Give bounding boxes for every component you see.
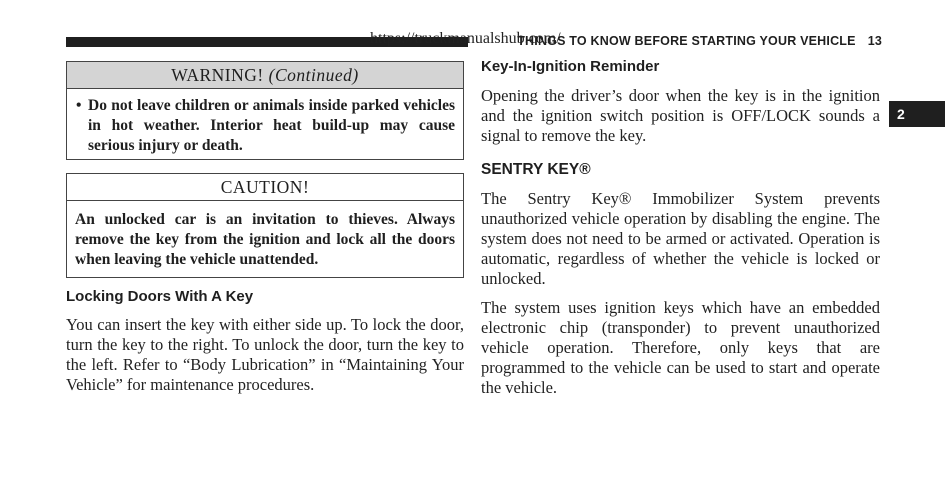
- watermark-url[interactable]: https://truckmanualshub.com/: [370, 30, 561, 47]
- locking-heading: Locking Doors With A Key: [66, 288, 254, 305]
- warning-body: [67, 89, 463, 156]
- header-title: THINGS TO KNOW BEFORE STARTING YOUR VEHICLE: [517, 34, 856, 48]
- key-reminder-heading: Key-In-Ignition Reminder: [481, 58, 660, 75]
- sentry-heading: SENTRY KEY®: [481, 161, 591, 178]
- locking-paragraph: You can insert the key with either side up. To lock the door, turn the key to the right. To unlock the door, turn the key to the left. Refer to “Body Lubrication” in “Maintaining Your Vehicle” for maintenance procedures.: [66, 315, 464, 394]
- caution-title: CAUTION!: [67, 174, 463, 201]
- warning-box: [66, 61, 464, 160]
- warning-continued: (Continued): [268, 65, 359, 85]
- chapter-number: 2: [897, 106, 905, 122]
- sentry-paragraph-2: The system uses ignition keys which have an embedded electronic chip (transponder) to prevent unauthorized vehicle operation. Therefore, only keys that are programmed to the vehicle can be used to start and operate the vehicle.: [481, 298, 880, 397]
- warning-title: WARNING!: [171, 65, 264, 85]
- chapter-tab: [889, 101, 945, 127]
- key-reminder-paragraph: Opening the driver’s door when the key is in the ignition and the ignition switch position is OFF/LOCK sounds a signal to remove the key.: [481, 86, 880, 145]
- warning-text: Do not leave children or animals inside parked vehicles in hot weather. Interior heat build-up may cause serious injury or death.: [88, 97, 455, 154]
- warning-title-bar: [67, 62, 463, 89]
- sentry-paragraph-1: The Sentry Key® Immobilizer System prevents unauthorized vehicle operation by disabling the engine. The system does not need to be armed or activated. Operation is automatic, regardless of whether the vehicle is locked or unlocked.: [481, 189, 880, 288]
- page-number: 13: [867, 34, 882, 48]
- caution-text: An unlocked car is an invitation to thieves. Always remove the key from the ignition and lock all the doors when leaving the vehicle unattended.: [75, 211, 455, 268]
- caution-box: [66, 173, 464, 278]
- bullet-icon: •: [76, 97, 82, 114]
